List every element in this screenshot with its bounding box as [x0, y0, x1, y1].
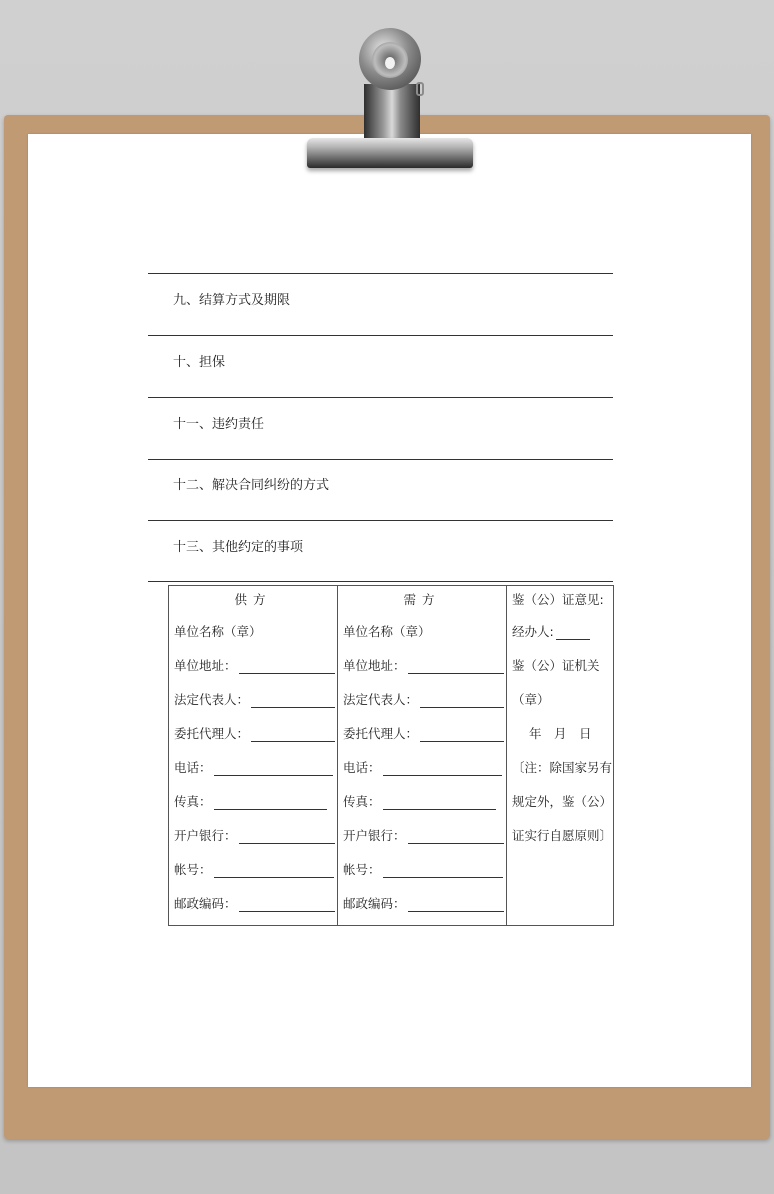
supplier-account-field[interactable] — [214, 863, 334, 878]
supplier-postcode-field[interactable] — [239, 897, 335, 912]
buyer-postcode — [343, 896, 504, 912]
buyer-postcode-label: 邮政编码： — [343, 896, 406, 911]
buyer-phone-field[interactable] — [383, 761, 502, 776]
buyer-account-label: 帐号： — [343, 862, 381, 877]
clip-knob-hole — [385, 57, 395, 69]
notary-note-line-2: 规定外，鉴（公） — [512, 794, 613, 809]
supplier-address-label: 单位地址： — [174, 658, 237, 673]
buyer-column — [338, 586, 507, 925]
buyer-postcode-field[interactable] — [408, 897, 504, 912]
supplier-legal-rep — [174, 692, 335, 708]
clip-bar — [307, 138, 473, 168]
supplier-bank-label: 开户银行： — [174, 828, 237, 843]
supplier-address — [174, 658, 335, 674]
notary-handler-field[interactable] — [556, 625, 590, 640]
supplier-agent-label: 委托代理人： — [174, 726, 250, 741]
buyer-fax-label: 传真： — [343, 794, 381, 809]
supplier-agent — [174, 726, 335, 742]
supplier-postcode-label: 邮政编码： — [174, 896, 237, 911]
supplier-postcode — [174, 896, 335, 912]
buyer-legal-rep-label: 法定代表人： — [343, 692, 419, 707]
supplier-address-field[interactable] — [239, 659, 335, 674]
supplier-legal-rep-label: 法定代表人： — [174, 692, 250, 707]
clause-divider — [148, 459, 613, 460]
clause-dispute-resolution: 十二、解决合同纠纷的方式 — [173, 478, 330, 493]
buyer-agent — [343, 726, 504, 742]
supplier-bank — [174, 828, 335, 844]
buyer-unit-name — [343, 624, 431, 640]
supplier-fax — [174, 794, 327, 810]
supplier-unit-name-label: 单位名称（章） — [174, 624, 262, 639]
buyer-account-field[interactable] — [383, 863, 503, 878]
buyer-phone — [343, 760, 502, 776]
supplier-header: 供方 — [234, 592, 272, 607]
notary-handler — [512, 624, 590, 640]
supplier-account-label: 帐号： — [174, 862, 212, 877]
buyer-legal-rep-field[interactable] — [420, 693, 504, 708]
clause-divider — [148, 335, 613, 336]
buyer-bank-field[interactable] — [408, 829, 504, 844]
buyer-legal-rep — [343, 692, 504, 708]
clip-neck — [364, 84, 420, 142]
notary-handler-label: 经办人: — [512, 624, 554, 639]
supplier-phone-label: 电话： — [174, 760, 212, 775]
buyer-unit-name-label: 单位名称（章） — [343, 624, 431, 639]
notary-opinion: 鉴（公）证意见: — [512, 592, 604, 607]
notary-note-line-3: 证实行自愿原则〕 — [512, 828, 613, 843]
signature-table — [168, 585, 614, 926]
supplier-legal-rep-field[interactable] — [251, 693, 335, 708]
buyer-header: 需方 — [403, 592, 441, 607]
clause-breach-liability: 十一、违约责任 — [173, 417, 265, 432]
buyer-address-field[interactable] — [408, 659, 504, 674]
buyer-fax — [343, 794, 496, 810]
supplier-column — [169, 586, 338, 925]
buyer-address-label: 单位地址： — [343, 658, 406, 673]
buyer-bank — [343, 828, 504, 844]
notary-note-line-1: 〔注：除国家另有 — [512, 760, 613, 775]
supplier-phone — [174, 760, 333, 776]
supplier-account — [174, 862, 334, 878]
supplier-unit-name — [174, 624, 262, 640]
clause-divider — [148, 397, 613, 398]
buyer-bank-label: 开户银行： — [343, 828, 406, 843]
notary-authority: 鉴（公）证机关 — [512, 658, 600, 673]
buyer-fax-field[interactable] — [383, 795, 496, 810]
notary-column — [507, 586, 613, 925]
notary-date: 年 月 日 — [529, 726, 592, 741]
notary-seal: （章） — [512, 692, 550, 707]
supplier-fax-field[interactable] — [214, 795, 327, 810]
supplier-agent-field[interactable] — [251, 727, 335, 742]
supplier-phone-field[interactable] — [214, 761, 333, 776]
buyer-address — [343, 658, 504, 674]
buyer-agent-label: 委托代理人： — [343, 726, 419, 741]
clause-other-matters: 十三、其他约定的事项 — [173, 540, 304, 555]
clip-wire — [416, 82, 424, 96]
clause-settlement: 九、结算方式及期限 — [173, 293, 291, 308]
clause-divider — [148, 273, 613, 274]
clause-divider — [148, 581, 613, 582]
clause-guarantee: 十、担保 — [173, 355, 226, 370]
buyer-phone-label: 电话： — [343, 760, 381, 775]
supplier-fax-label: 传真： — [174, 794, 212, 809]
buyer-account — [343, 862, 503, 878]
supplier-bank-field[interactable] — [239, 829, 335, 844]
buyer-agent-field[interactable] — [420, 727, 504, 742]
clause-divider — [148, 520, 613, 521]
